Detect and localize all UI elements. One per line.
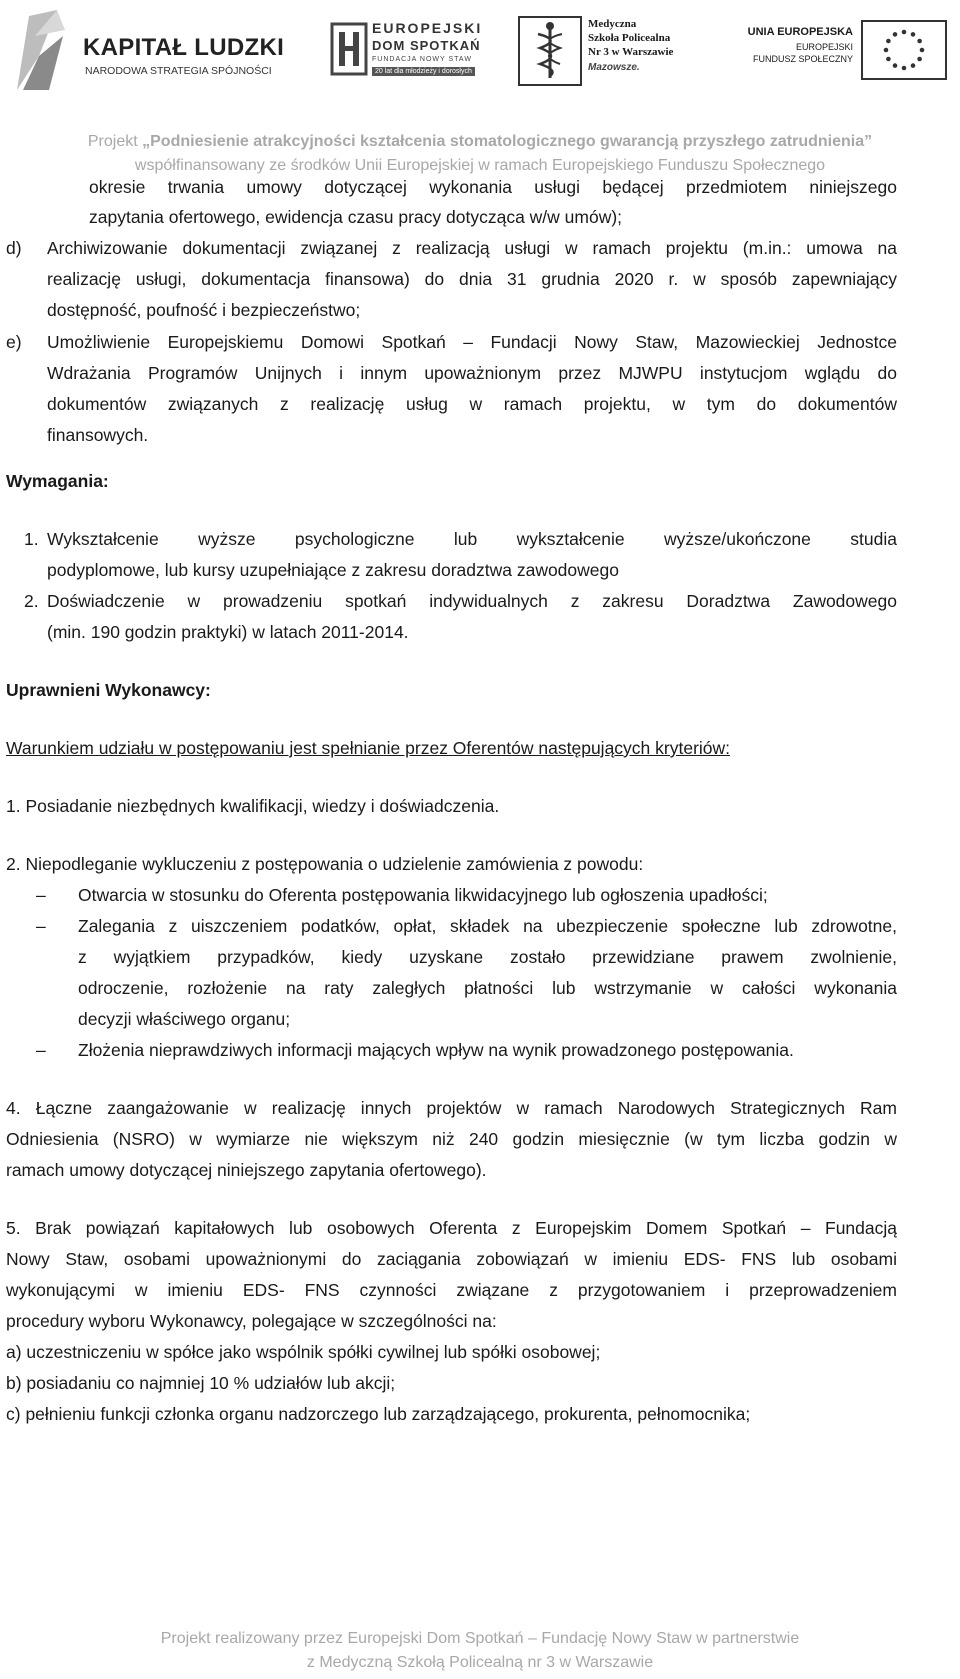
criterion-5-line4: procedury wyboru Wykonawcy, polegające w szczególności na:: [6, 1311, 497, 1331]
criterion-5a: a) uczestniczeniu w spółce jako wspólnik spółki cywilnej lub spółki osobowej;: [6, 1342, 601, 1362]
eds-line1: EUROPEJSKI: [372, 20, 483, 36]
wymagania-heading: Wymagania:: [6, 471, 109, 491]
item-e-line4: finansowych.: [47, 425, 149, 445]
criterion-2b-line1: Zalegania z uiszczeniem podatków, opłat, składek na ubezpieczenie społeczne lub zdrowotne,: [78, 916, 897, 936]
criterion-5c: c) pełnieniu funkcji członka organu nadzorczego lub zarządzającego, prokurenta, pełnomocnika;: [6, 1404, 751, 1424]
medyczna-szkola-logo: [518, 16, 693, 86]
item-e-label: e): [6, 332, 22, 352]
requirement-2-number: 2.: [24, 591, 39, 611]
item-e-line3: dokumentów związanych z realizację usług w ramach projektu, w tym do dokumentów: [47, 394, 897, 414]
caduceus-icon: [518, 16, 582, 86]
requirement-2-line1: Doświadczenie w prowadzeniu spotkań indywidualnych z zakresu Doradztwa Zawodowego: [47, 591, 897, 611]
criterion-1: 1. Posiadanie niezbędnych kwalifikacji, wiedzy i doświadczenia.: [6, 796, 500, 816]
kapital-ludzki-title: KAPITAŁ LUDZKI: [83, 34, 285, 61]
requirement-1-number: 1.: [24, 529, 39, 549]
kapital-ludzki-logo: [5, 4, 295, 94]
project-header-funding: współfinansowany ze środków Unii Europejskiej w ramach Europejskiego Funduszu Społecznego: [134, 157, 826, 174]
criterion-5-line2: Nowy Staw, osobami upoważnionymi do zaciągania zobowiązań w imieniu EDS- FNS lub osobami: [6, 1249, 897, 1269]
project-header-prefix: Projekt: [87, 133, 143, 150]
requirement-2-line2: (min. 190 godzin praktyki) w latach 2011-2014.: [47, 622, 409, 642]
criteria-intro: Warunkiem udziału w postępowaniu jest spełnianie przez Oferentów następujących kryteriów:: [6, 738, 731, 758]
eds-line4: 20 lat dla młodzieży i dorosłych: [372, 67, 475, 76]
ue-line1: UNIA EUROPEJSKA: [747, 26, 853, 38]
ue-line2: EUROPEJSKI: [795, 42, 853, 52]
item-c-line1: okresie trwania umowy dotyczącej wykonania usługi będącej przedmiotem niniejszego: [89, 177, 897, 197]
msp-line2: Szkoła Policealna: [588, 32, 671, 44]
europejski-dom-spotkan-logo: [330, 14, 490, 84]
criterion-2: 2. Niepodleganie wykluczeniu z postępowania o udzielenie zamówienia z powodu:: [6, 854, 644, 874]
unia-europejska-logo: [735, 20, 950, 80]
kapital-ludzki-subtitle: NARODOWA STRATEGIA SPÓJNOŚCI: [85, 65, 272, 77]
item-d-label: d): [6, 238, 22, 258]
eds-line3: FUNDACJA NOWY STAW: [372, 56, 472, 63]
criterion-2c: Złożenia nieprawdziwych informacji mających wpływ na wynik prowadzonego postępowania.: [78, 1040, 794, 1060]
criterion-4-line1: 4. Łączne zaangażowanie w realizację innych projektów w ramach Narodowych Strategicznych Ram: [6, 1098, 897, 1118]
criterion-2c-dash: –: [36, 1040, 46, 1060]
criterion-5-line3: wykonującymi w imieniu EDS- FNS czynności związane z przygotowaniem i przeprowadzeniem: [6, 1280, 897, 1300]
criterion-5b: b) posiadaniu co najmniej 10 % udziałów lub akcji;: [6, 1373, 396, 1393]
criterion-2b-dash: –: [36, 916, 46, 936]
footer-line1: Projekt realizowany przez Europejski Dom Spotkań – Fundację Nowy Staw w partnerstwie: [160, 1630, 800, 1647]
item-e-line1: Umożliwienie Europejskiemu Domowi Spotkań – Fundacji Nowy Staw, Mazowieckiej Jednostce: [47, 332, 897, 352]
logo-bar: [0, 0, 960, 115]
msp-line3: Nr 3 w Warszawie: [588, 46, 674, 58]
criterion-2a: Otwarcia w stosunku do Oferenta postępowania likwidacyjnego lub ogłoszenia upadłości;: [78, 885, 768, 905]
item-c-line2: zapytania ofertowego, ewidencja czasu pracy dotycząca w/w umów);: [89, 207, 623, 227]
ue-line3: FUNDUSZ SPOŁECZNY: [752, 54, 853, 64]
building-icon: [330, 20, 368, 78]
item-d-line3: dostępność, poufność i bezpieczeństwo;: [47, 300, 361, 320]
criterion-2b-line4: decyzji właściwego organu;: [78, 1009, 291, 1029]
item-d-line1: Archiwizowanie dokumentacji związanej z realizacją usługi w ramach projektu (m.in.: umowa na: [47, 238, 897, 258]
project-header-name: „Podniesienie atrakcyjności kształcenia stomatologicznego gwarancją przyszłego zatrudnienia”: [142, 133, 873, 150]
eds-line2: DOM SPOTKAŃ: [372, 38, 481, 53]
msp-line1: Medyczna: [588, 18, 637, 30]
uprawnieni-heading: Uprawnieni Wykonawcy:: [6, 680, 211, 700]
footer-line2: z Medyczną Szkołą Policealną nr 3 w Warszawie: [306, 1654, 654, 1671]
item-d-line2: realizację usługi, dokumentacja finansowa) do dnia 31 grudnia 2020 r. w sposób zapewniający: [47, 269, 897, 289]
eu-flag-icon: [861, 20, 947, 80]
criterion-2b-line3: odroczenie, rozłożenie na raty zaległych płatności lub wstrzymanie w całości wykonania: [78, 978, 897, 998]
item-e-line2: Wdrażania Programów Unijnych i innym upoważnionym przez MJWPU instytucjom wglądu do: [47, 363, 897, 383]
criterion-5-line1: 5. Brak powiązań kapitałowych lub osobowych Oferenta z Europejskim Domem Spotkań – Fundacją: [6, 1218, 897, 1238]
criterion-2b-line2: z wyjątkiem przypadków, kiedy uzyskane zostało przewidziane prawem zwolnienie,: [78, 947, 897, 967]
requirement-1-line1: Wykształcenie wyższe psychologiczne lub wykształcenie wyższe/ukończone studia: [47, 529, 897, 549]
criterion-2a-dash: –: [36, 885, 46, 905]
criterion-4-line3: ramach umowy dotyczącej niniejszego zapytania ofertowego).: [6, 1160, 487, 1180]
kapital-ludzki-mark-icon: [9, 6, 69, 94]
criterion-4-line2: Odniesienia (NSRO) w wymiarze nie większym niż 240 godzin miesięcznie (w tym liczba godzin w: [6, 1129, 897, 1149]
requirement-1-line2: podyplomowe, lub kursy uzupełniające z zakresu doradztwa zawodowego: [47, 560, 619, 580]
msp-line4: Mazowsze.: [588, 62, 640, 73]
project-header-title: [0, 133, 960, 151]
